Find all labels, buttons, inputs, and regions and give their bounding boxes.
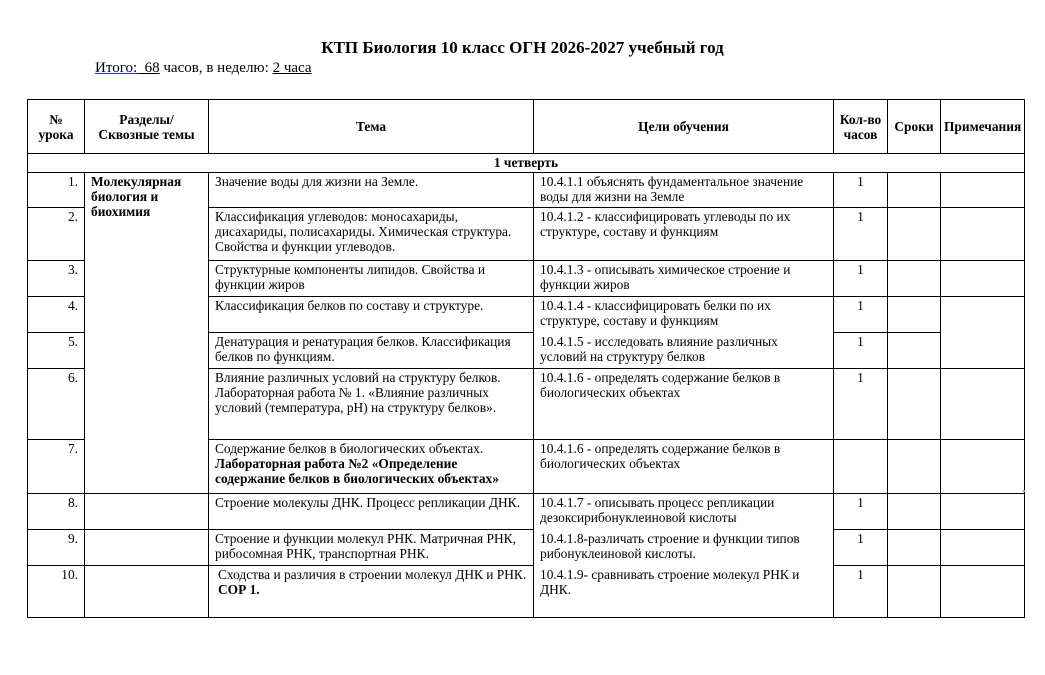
lesson-number: 6. [28,369,85,440]
lesson-number: 8. [28,494,85,530]
lesson-number: 2. [28,208,85,261]
lesson-goal: 10.4.1.6 - определять содержание белков в биологических объектах [534,369,834,440]
lesson-topic: Строение и функции молекул РНК. Матричная РНК, рибосомная РНК, транспортная РНК. [209,530,534,566]
quarter-row [28,154,1025,173]
lesson-dates [888,530,941,566]
lesson-notes [941,566,1025,618]
lesson-dates [888,297,941,333]
lesson-notes [941,208,1025,261]
lesson-number: 5. [28,333,85,369]
lesson-hours: 1 [834,261,888,297]
ktp-table [27,99,1025,618]
lesson-hours [834,440,888,494]
lab-work-title: «Определение содержание белков в биологических объектах» [215,456,499,486]
header-hours: Кол-во часов [834,100,888,154]
lesson-topic: Классификация углеводов: моносахариды, дисахариды, полисахариды. Химическая структура. Свойства и функции углеводов. [209,208,534,261]
total-label: Итого: [95,60,138,76]
sor-label: СОР 1. [218,582,260,597]
lesson-dates [888,173,941,208]
lesson-goal: 10.4.1.7 - описывать процесс репликации дезоксирибонуклеиновой кислоты [534,494,834,530]
lesson-notes [941,494,1025,530]
lesson-notes [941,173,1025,208]
quarter-label: 1 четверть [28,154,1025,173]
lesson-goal: 10.4.1.4 - классифицировать белки по их структуре, составу и функциям [534,297,834,333]
section-name: Молекулярная биология и биохимия [85,173,209,494]
document-title: КТП Биология 10 класс ОГН 2026-2027 учебный год [321,38,724,57]
lesson-topic [209,566,534,618]
lesson-hours: 1 [834,173,888,208]
topic-text: Сходства и различия в строении молекул ДНК и РНК. [218,567,527,582]
lesson-topic: Структурные компоненты липидов. Свойства и функции жиров [209,261,534,297]
lesson-dates [888,494,941,530]
lesson-topic: Классификация белков по составу и структуре. [209,297,534,333]
header-notes: Примечания [941,100,1025,154]
lesson-notes [941,369,1025,440]
header-dates: Сроки [888,100,941,154]
table-row [28,173,1025,208]
lesson-hours: 1 [834,494,888,530]
lesson-topic: Влияние различных условий на структуру белков. Лабораторная работа № 1. «Влияние различных условий (температура, pH) на структуру белков». [209,369,534,440]
lesson-topic [209,440,534,494]
lesson-topic: Денатурация и ренатурация белков. Классификация белков по функциям. [209,333,534,369]
lesson-dates [888,369,941,440]
page-mark [1023,490,1025,492]
lesson-notes [941,530,1025,566]
lesson-number: 1. [28,173,85,208]
document-subtitle [95,60,312,77]
lesson-number: 7. [28,440,85,494]
section-empty [85,494,209,530]
table-row [28,566,1025,618]
header-topic: Тема [209,100,534,154]
weekly-label: часов, в неделю: [163,60,269,76]
header-goals: Цели обучения [534,100,834,154]
lesson-hours: 1 [834,530,888,566]
lesson-notes [941,333,1025,369]
lesson-number: 10. [28,566,85,618]
lesson-dates [888,566,941,618]
lesson-notes [941,297,1025,333]
lesson-dates [888,208,941,261]
lesson-goal: 10.4.1.5 - исследовать влияние различных условий на структуру белков [534,333,834,369]
lesson-goal: 10.4.1.2 - классифицировать углеводы по их структуре, составу и функциям [534,208,834,261]
lesson-number: 4. [28,297,85,333]
lesson-notes [941,440,1025,494]
lesson-goal: 10.4.1.1 объяснять фундаментальное значение воды для жизни на Земле [534,173,834,208]
lesson-goal: 10.4.1.6 - определять содержание белков в биологических объектах [534,440,834,494]
lesson-goal: 10.4.1.8-различать строение и функции типов рибонуклеиновой кислоты. [534,530,834,566]
header-num: № урока [28,100,85,154]
table-row [28,494,1025,530]
section-empty [85,566,209,618]
lesson-number: 9. [28,530,85,566]
lesson-topic: Строение молекулы ДНК. Процесс репликации ДНК. [209,494,534,530]
lesson-goal: 10.4.1.9- сравнивать строение молекул РНК и ДНК. [534,566,834,618]
lesson-hours: 1 [834,297,888,333]
weekly-hours: 2 часа [272,60,312,76]
total-hours: 68 [144,60,160,76]
lesson-hours: 1 [834,208,888,261]
lesson-hours: 1 [834,566,888,618]
lesson-hours: 1 [834,369,888,440]
lab-work-label: Лабораторная работа №2 [215,456,369,471]
header-section: Разделы/ Сквозные темы [85,100,209,154]
lesson-dates [888,440,941,494]
lesson-topic: Значение воды для жизни на Земле. [209,173,534,208]
table-row [28,530,1025,566]
lesson-dates [888,261,941,297]
lesson-number: 3. [28,261,85,297]
lesson-goal: 10.4.1.3 - описывать химическое строение и функции жиров [534,261,834,297]
table-header-row [28,100,1025,154]
section-empty [85,530,209,566]
lesson-notes [941,261,1025,297]
lesson-dates [888,333,941,369]
lesson-hours: 1 [834,333,888,369]
topic-text: Содержание белков в биологических объектах. [215,441,484,456]
